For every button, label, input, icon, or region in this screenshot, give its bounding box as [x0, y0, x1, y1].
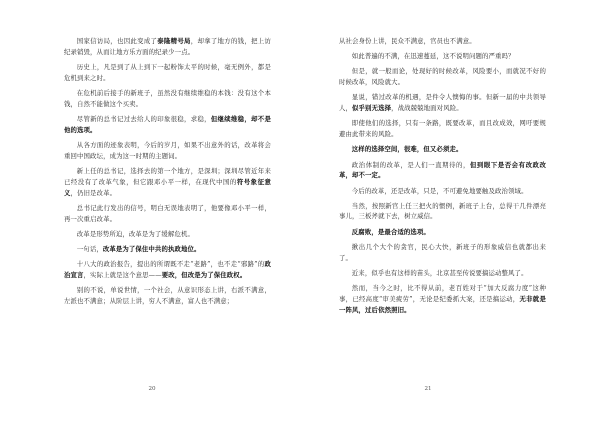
emphasized-text: 政治宣言: [64, 260, 271, 279]
paragraph: [64, 36, 271, 58]
text-run: 改革是形势所迫，改革是为了缓解危机。: [76, 229, 194, 238]
text-run: 在危机前后接手的新班子，虽然没有继续维稳的本钱：没有这个本钱，自然不能做这个买卖。: [64, 88, 271, 108]
paragraph: [339, 144, 546, 155]
text-run: ，却拿了地方的钱，把上访纪录销毁，从而让地方乐方面的纪录少一点。: [64, 37, 271, 56]
paragraph: [339, 160, 546, 182]
paragraph: [339, 36, 546, 47]
paragraph: [339, 92, 546, 114]
text-run: 从社会身份上讲，民众不满意，官员也不满意。: [339, 37, 476, 45]
text-run: 尽管新的总书记过去给人的印象很稳，求稳，: [76, 114, 211, 123]
paragraph: [64, 140, 271, 162]
text-run: 十八大的政治报告，提出的所谓既不走“老路”，也不走“邪路”的: [76, 260, 265, 269]
emphasized-text: 这样的选择空间，很难，但又必须走。: [351, 145, 463, 154]
paragraph: [64, 259, 271, 281]
emphasized-text: 无非就是一阵风，过后依然照旧。: [339, 294, 546, 314]
text-run: 从各方面的迹象表明，今后的岁月，如果不出意外的话，改革将会重回中国政坛，成为这一时期的主题词。: [64, 140, 271, 160]
right-page-number: 21: [424, 386, 432, 392]
left-page: [64, 36, 271, 396]
left-page-number: 20: [148, 386, 156, 392]
text-run: 如此普遍的不满，在迅速蔓延，这不说明问题的严重吗？: [351, 52, 515, 61]
text-run: 新上任的总书记，选择去的第一个地方，是深圳；深圳尽管近年来已经没有了改革气象，但它跟邓小平一样，在现代中国的: [64, 166, 271, 186]
paragraph: [339, 66, 546, 88]
text-run: 政治体制的改革，是人们一直期待的，: [351, 160, 470, 169]
right-page: [339, 36, 546, 396]
text-run: 一句话，: [76, 244, 103, 253]
paragraph: [339, 227, 546, 238]
paragraph: [64, 203, 271, 225]
text-run: 今后的改革，还是改革，只是，不可避免地要触及政治领域。: [351, 186, 528, 195]
paragraph: [339, 268, 546, 279]
emphasized-text: 但到眼下是否会有改政改革，却不一定。: [339, 160, 546, 180]
paragraph: [339, 51, 546, 62]
text-run: ，实际上就是这个意思——: [83, 270, 162, 279]
text-run: 历史上，凡是到了从上到下一起粉饰太平的时候，毫无例外，都是危机到来之时。: [64, 62, 271, 82]
emphasized-text: 反腐败，是最合适的选项。: [351, 227, 430, 236]
emphasized-text: 要改，但改是为了保住政权。: [161, 270, 247, 279]
paragraph: [64, 244, 271, 255]
text-run: 即使他们的选择，只有一条路，既要改革，而且改成效，网吁要规避由此带来的风险。: [339, 119, 546, 139]
text-run: 总书记此行发出的信号，明白无误地表明了，他要像邓小平一样，再一次重启改革。: [64, 203, 271, 223]
text-run: 揪出几个大个的贪官，民心大快，新班子的形象威信也就都出来了。: [339, 242, 546, 262]
paragraph: [64, 114, 271, 136]
text-run: 近来，似乎也有这样的苗头，北京甚至传说要搞运动整风了。: [351, 268, 528, 277]
text-run: 别的不说，单说世情，一个社会，从意识形态上讲，右派不满意，左派也不满意；从阶层上讲，穷人不满意，富人也不满意；: [64, 286, 271, 305]
paragraph: [339, 186, 546, 197]
emphasized-text: 似乎别无选择: [352, 104, 392, 113]
paragraph: [64, 88, 271, 110]
text-run: 国家信访局，也因此变成了: [76, 37, 158, 45]
emphasized-text: 但继续维稳，却不是他的选项。: [64, 114, 271, 134]
emphasized-text: 符号象征意义: [64, 177, 271, 197]
text-run: 然而，当今之时，比不得从前，老百姓对于“加大反腐力度”这种事，已经高度“审美疲劳”，无论是纪委抓大案，还是搞运动，: [339, 284, 546, 303]
paragraph: [64, 285, 271, 307]
text-run: ，战战兢兢地面对风险。: [391, 104, 463, 113]
emphasized-text: 泰隆精号局: [157, 37, 191, 45]
paragraph: [339, 283, 546, 315]
text-run: ，仍旧是改革。: [70, 188, 117, 197]
paragraph: [64, 62, 271, 84]
text-run: 当然，按照新官上任三把火的惯例，新班子上台，总得干几件漂亮事儿，三板斧就下去，树立威信。: [339, 201, 546, 221]
emphasized-text: 改革是为了保住中共的执政地位。: [102, 244, 201, 253]
paragraph: [64, 166, 271, 198]
paragraph: [339, 118, 546, 140]
paragraph: [339, 201, 546, 223]
paragraph: [339, 242, 546, 264]
text-run: 但是，就一般而论，处现好的时候改革，风险要小，而就况不好的时候改革，风险就大。: [339, 67, 546, 87]
paragraph: [64, 229, 271, 240]
text-run: 显说，错过改革的机遇，是件令人懊悔的事。但新一届的中共领导人，: [339, 93, 546, 113]
